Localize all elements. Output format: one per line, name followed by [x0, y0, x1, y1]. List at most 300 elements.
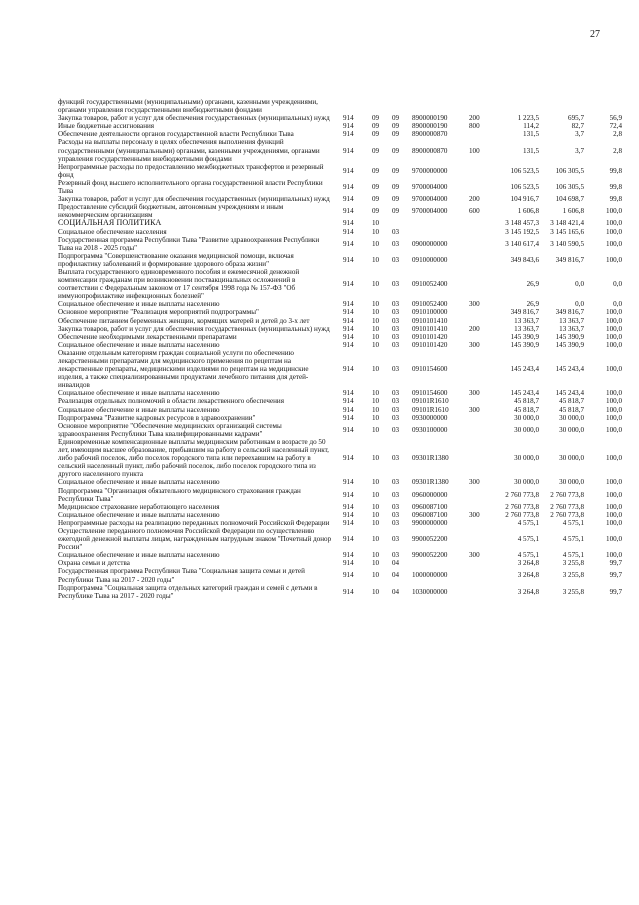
section-code: 10 [372, 535, 380, 544]
execution-percent: 100,0 [606, 332, 622, 341]
expense-type-code [469, 252, 487, 268]
ministry-code: 914 [343, 405, 354, 414]
row-name: Непрограммные расходы по предоставлению межбюджетных трансфертов и резервный фонд [58, 162, 324, 179]
table-body [58, 98, 622, 600]
row-name: Осуществление переданного полномочия Российской Федерации по осуществлению ежегодной денежной выплаты лицам, награжденным нагрудным знаком "Почетный донор России" [58, 526, 332, 552]
row-name: Государственная программа Республики Тыва "Развитие здравоохранения Республики Тыва на 2018 - 2025 годы" [58, 235, 320, 252]
execution-percent: 100,0 [606, 510, 622, 519]
section-code: 10 [372, 239, 380, 248]
planned-amount: 3 145 192,5 [505, 227, 539, 236]
ministry-code: 914 [343, 122, 354, 131]
subsection-code: 03 [392, 535, 400, 544]
planned-amount: 3 264,8 [517, 587, 539, 596]
planned-amount: 30 000,0 [514, 454, 539, 463]
target-article-code: 8900000870 [412, 130, 448, 139]
target-article-code: 8900000190 [412, 122, 448, 131]
table-row [58, 503, 622, 511]
executed-amount: 145 243,4 [555, 389, 584, 398]
section-code [372, 98, 392, 114]
expense-type-code: 300 [469, 300, 480, 309]
row-name: Подпрограмма "Социальная защита отдельных категорий граждан и семей с детьми в Республике Тыва на 2017 - 2020 годы" [58, 583, 318, 600]
row-name: Социальное обеспечение и иные выплаты населению [58, 389, 220, 398]
section-code: 10 [372, 510, 380, 519]
subsection-code: 03 [392, 551, 400, 560]
executed-amount: 145 390,9 [555, 340, 584, 349]
execution-percent: 100,0 [606, 518, 622, 527]
executed-amount: 2 760 773,8 [550, 490, 584, 499]
page-number: 27 [590, 29, 600, 40]
target-article-code: 09101R1610 [412, 405, 449, 414]
subsection-code: 03 [392, 413, 400, 422]
target-article-code: 0930000000 [412, 413, 448, 422]
table-row [58, 487, 622, 503]
section-code: 09 [372, 182, 380, 191]
table-row [58, 397, 622, 405]
row-name: Расходы на выплаты персоналу в целях обеспечения выполнения функций государственными (муниципальными) органами, казенными учреждениями, органами управления государственными внебюджетными фондами [58, 138, 320, 163]
execution-percent: 99,7 [609, 559, 622, 568]
section-code: 10 [372, 413, 380, 422]
ministry-code: 914 [343, 587, 354, 596]
ministry-code: 914 [343, 255, 354, 264]
planned-amount: 3 148 457,3 [505, 219, 539, 228]
execution-percent: 100,0 [606, 535, 622, 544]
section-code: 10 [372, 332, 380, 341]
planned-amount: 30 000,0 [514, 478, 539, 487]
planned-amount: 349 816,7 [510, 308, 539, 317]
target-article-code: 9700004000 [412, 207, 448, 216]
planned-amount: 2 760 773,8 [505, 510, 539, 519]
expense-type-code: 100 [469, 146, 480, 155]
execution-percent [584, 98, 622, 114]
section-code: 10 [372, 490, 380, 499]
target-article-code: 0930100000 [412, 425, 448, 434]
target-article-code: 09301R1380 [412, 454, 449, 463]
execution-percent: 0,0 [613, 300, 622, 309]
execution-percent: 56,9 [609, 114, 622, 123]
expense-type-code [469, 317, 487, 325]
expense-type-code [469, 98, 487, 114]
expense-type-code [469, 349, 487, 389]
planned-amount: 1 606,8 [517, 207, 539, 216]
section-code: 09 [372, 207, 380, 216]
ministry-code: 914 [343, 280, 354, 289]
executed-amount: 30 000,0 [559, 454, 584, 463]
expense-type-code: 300 [469, 340, 480, 349]
execution-percent: 2,8 [613, 130, 622, 139]
subsection-code: 09 [392, 182, 400, 191]
ministry-code: 914 [343, 182, 354, 191]
row-name: Обеспечение необходимыми лекарственными препаратами [58, 332, 237, 341]
expense-type-code [469, 487, 487, 503]
executed-amount: 4 575,1 [562, 551, 584, 560]
row-name: Социальное обеспечение и иные выплаты населению [58, 510, 220, 519]
table-row [58, 268, 622, 300]
execution-percent: 100,0 [606, 324, 622, 333]
section-code: 10 [372, 389, 380, 398]
executed-amount: 106 305,5 [555, 182, 584, 191]
subsection-code: 03 [392, 454, 400, 463]
subsection-code: 03 [392, 239, 400, 248]
execution-percent: 99,8 [609, 195, 622, 204]
row-name: Социальное обеспечение и иные выплаты населению [58, 340, 220, 349]
table-row [58, 349, 622, 389]
table-row [58, 438, 622, 478]
planned-amount: 2 760 773,8 [505, 502, 539, 511]
executed-amount: 45 818,7 [559, 405, 584, 414]
ministry-code: 914 [343, 535, 354, 544]
row-name: Закупка товаров, работ и услуг для обеспечения государственных (муниципальных) нужд [58, 195, 330, 204]
target-article-code: 0910101410 [412, 324, 448, 333]
execution-percent: 99,8 [609, 166, 622, 175]
execution-percent: 100,0 [606, 239, 622, 248]
ministry-code: 914 [343, 332, 354, 341]
row-name: Медицинское страхование неработающего населения [58, 502, 220, 511]
table-row [58, 511, 622, 519]
expense-type-code: 200 [469, 324, 480, 333]
expense-type-code [469, 228, 487, 236]
expense-type-code [469, 519, 487, 527]
section-code: 10 [372, 324, 380, 333]
subsection-code: 03 [392, 324, 400, 333]
target-article-code: 0960087100 [412, 510, 448, 519]
ministry-code: 914 [343, 114, 354, 123]
subsection-code: 09 [392, 146, 400, 155]
planned-amount: 2 760 773,8 [505, 490, 539, 499]
target-article-code [412, 228, 469, 236]
row-name: Социальное обеспечение и иные выплаты населению [58, 478, 220, 487]
executed-amount: 349 816,7 [555, 255, 584, 264]
section-code: 10 [372, 502, 380, 511]
planned-amount: 13 363,7 [514, 316, 539, 325]
section-code: 10 [372, 478, 380, 487]
planned-amount: 114,2 [523, 122, 539, 131]
section-code: 09 [372, 122, 380, 131]
planned-amount: 4 575,1 [517, 551, 539, 560]
execution-percent: 100,0 [606, 219, 622, 228]
table-row [58, 559, 622, 567]
ministry-code: 914 [343, 559, 354, 568]
row-name: функций государственными (муниципальными) органами, казенными учреждениями, органами управления государственными внебюджетными фондами [58, 98, 318, 115]
executed-amount: 3 255,8 [562, 559, 584, 568]
row-name: Обеспечение питанием беременных женщин, кормящих матерей и детей до 3-х лет [58, 316, 310, 325]
expense-type-code [469, 397, 487, 405]
executed-amount: 4 575,1 [562, 518, 584, 527]
subsection-code: 09 [392, 207, 400, 216]
execution-percent: 100,0 [606, 425, 622, 434]
planned-amount: 145 243,4 [510, 389, 539, 398]
expense-type-code: 300 [469, 478, 480, 487]
ministry-code: 914 [343, 207, 354, 216]
ministry-code: 914 [343, 195, 354, 204]
subsection-code: 09 [392, 122, 400, 131]
executed-amount: 30 000,0 [559, 478, 584, 487]
subsection-code: 03 [392, 227, 400, 236]
planned-amount: 4 575,1 [517, 535, 539, 544]
target-article-code: 9700004000 [412, 182, 448, 191]
target-article-code: 0910101420 [412, 340, 448, 349]
target-article-code: 0910000000 [412, 255, 448, 264]
subsection-code: 03 [392, 389, 400, 398]
row-name: Единовременные компенсационные выплаты медицинским работникам в возрасте до 50 лет, имеющим высшее образование, прибывшим на работу в сельский населенный пункт, либо рабочий поселок, либо поселок городского типа или переехавшим на работу в сельский населенный пункт, либо рабочий поселок, либо поселок городского типа из другого населенного пункта [58, 437, 329, 479]
executed-amount: 695,7 [568, 114, 584, 123]
expense-type-code [469, 438, 487, 478]
target-article-code: 8900000190 [412, 114, 448, 123]
table-row [58, 551, 622, 559]
executed-amount: 2 760 773,8 [550, 502, 584, 511]
subsection-code: 03 [392, 332, 400, 341]
planned-amount: 104 916,7 [510, 195, 539, 204]
target-article-code: 9700000000 [412, 166, 448, 175]
executed-amount: 3 140 590,5 [550, 239, 584, 248]
subsection-code: 09 [392, 114, 400, 123]
planned-amount: 26,9 [526, 280, 539, 289]
planned-amount: 131,5 [523, 130, 539, 139]
executed-amount: 106 305,5 [555, 166, 584, 175]
table-row [58, 389, 622, 397]
section-code: 10 [372, 571, 380, 580]
ministry-code: 914 [343, 571, 354, 580]
table-row [58, 333, 622, 341]
target-article-code: 0910154600 [412, 365, 448, 374]
planned-amount: 3 264,8 [517, 571, 539, 580]
execution-percent: 99,8 [609, 182, 622, 191]
row-name: Охрана семьи и детства [58, 559, 130, 568]
row-name: Социальное обеспечение и иные выплаты населению [58, 551, 220, 560]
row-name: Подпрограмма "Развитие кадровых ресурсов в здравоохранении" [58, 413, 256, 422]
expense-type-code [469, 414, 487, 422]
ministry-code: 914 [343, 130, 354, 139]
target-article-code: 09101R1610 [412, 397, 449, 406]
target-article-code: 0910052400 [412, 280, 448, 289]
expense-type-code: 200 [469, 114, 480, 123]
section-code: 10 [372, 227, 380, 236]
executed-amount: 349 816,7 [555, 308, 584, 317]
ministry-code: 914 [343, 316, 354, 325]
table-row [58, 163, 622, 179]
section-code: 09 [372, 195, 380, 204]
ministry-code: 914 [343, 308, 354, 317]
subsection-code: 03 [392, 397, 400, 406]
table-row [58, 341, 622, 349]
table-row [58, 567, 622, 583]
table-row [58, 308, 622, 316]
row-name: Подпрограмма "Организация обязательного медицинского страхования граждан Республики Тыва" [58, 486, 301, 503]
expense-type-code [469, 308, 487, 316]
table-row [58, 325, 622, 333]
subsection-code: 03 [392, 365, 400, 374]
planned-amount: 349 843,6 [510, 255, 539, 264]
subsection-code: 03 [392, 518, 400, 527]
execution-percent: 100,0 [606, 490, 622, 499]
subsection-code: 09 [392, 130, 400, 139]
execution-percent: 100,0 [606, 478, 622, 487]
ministry-code: 914 [343, 166, 354, 175]
subsection-code: 03 [392, 316, 400, 325]
planned-amount: 145 390,9 [510, 332, 539, 341]
row-name: Основное мероприятие "Обеспечение медицинских организаций системы здравоохранения Республики Тыва квалифицированными кадрами" [58, 421, 282, 438]
table-row [58, 300, 622, 308]
table-row [58, 122, 622, 130]
ministry-code: 914 [343, 324, 354, 333]
subsection-code: 03 [392, 255, 400, 264]
ministry-code: 914 [343, 389, 354, 398]
row-name: Социальное обеспечение населения [58, 227, 167, 236]
ministry-code: 914 [343, 146, 354, 155]
section-code: 10 [372, 587, 380, 596]
execution-percent: 100,0 [606, 551, 622, 560]
section-code: 09 [372, 146, 380, 155]
subsection-code: 04 [392, 559, 400, 568]
section-code: 10 [372, 405, 380, 414]
ministry-code: 914 [343, 478, 354, 487]
target-article-code: 0910101420 [412, 332, 448, 341]
row-name: Социальное обеспечение и иные выплаты населению [58, 405, 220, 414]
planned-amount: 30 000,0 [514, 425, 539, 434]
execution-percent: 100,0 [606, 502, 622, 511]
execution-percent: 0,0 [613, 280, 622, 289]
target-article-code: 0910101410 [412, 316, 448, 325]
section-code: 10 [372, 340, 380, 349]
section-code: 10 [372, 425, 380, 434]
ministry-code: 914 [343, 239, 354, 248]
table-row [58, 252, 622, 268]
table-row [58, 98, 622, 114]
execution-percent: 100,0 [606, 405, 622, 414]
row-name: Подпрограмма "Совершенствование оказания медицинской помощи, включая профилактику заболеваний и формирование здорового образа жизни" [58, 251, 294, 268]
expense-type-code: 300 [469, 510, 480, 519]
target-article-code: 0910154600 [412, 389, 448, 398]
ministry-code: 914 [343, 454, 354, 463]
planned-amount: 26,9 [526, 300, 539, 309]
expense-type-code [469, 567, 487, 583]
subsection-code: 03 [392, 280, 400, 289]
ministry-code: 914 [343, 219, 354, 228]
target-article-code [412, 219, 469, 227]
planned-amount: 3 140 617,4 [505, 239, 539, 248]
planned-amount: 106 523,5 [510, 182, 539, 191]
ministry-code: 914 [343, 551, 354, 560]
executed-amount: 0,0 [575, 280, 584, 289]
row-name: Оказание отдельным категориям граждан социальной услуги по обеспечению лекарственными препаратами для медицинского применения по рецептам на лекарственные препараты, медицинскими изделиями по рецептам на медицинские изделия, а также специализированными продуктами лечебного питания для детей-инвалидов [58, 348, 309, 390]
row-name: Предоставление субсидий бюджетным, автономным учреждениям и иным некоммерческим организациям [58, 203, 284, 220]
planned-amount: 4 575,1 [517, 518, 539, 527]
target-article-code: 1030000000 [412, 587, 448, 596]
execution-percent: 100,0 [606, 397, 622, 406]
subsection-code: 03 [392, 502, 400, 511]
expense-type-code: 800 [469, 122, 480, 131]
section-code: 10 [372, 280, 380, 289]
target-article-code: 0960087100 [412, 502, 448, 511]
expense-type-code: 600 [469, 207, 480, 216]
execution-percent: 100,0 [606, 255, 622, 264]
section-code: 10 [372, 255, 380, 264]
ministry-code: 914 [343, 300, 354, 309]
subsection-code: 03 [392, 405, 400, 414]
executed-amount: 2 760 773,8 [550, 510, 584, 519]
table-row [58, 195, 622, 203]
executed-amount: 0,0 [575, 300, 584, 309]
subsection-code: 04 [392, 587, 400, 596]
execution-percent: 99,7 [609, 587, 622, 596]
table-row [58, 179, 622, 195]
planned-amount: 131,5 [523, 146, 539, 155]
target-article-code: 1000000000 [412, 571, 448, 580]
expense-type-code [469, 179, 487, 195]
executed-amount: 1 606,8 [562, 207, 584, 216]
planned-amount: 45 818,7 [514, 397, 539, 406]
subsection-code [392, 219, 412, 227]
expense-type-code: 300 [469, 551, 480, 560]
execution-percent: 72,4 [609, 122, 622, 131]
executed-amount: 145 243,4 [555, 365, 584, 374]
expense-type-code: 200 [469, 195, 480, 204]
ministry-code: 914 [343, 510, 354, 519]
executed-amount: 104 698,7 [555, 195, 584, 204]
execution-percent: 100,0 [606, 207, 622, 216]
table-row [58, 527, 622, 551]
row-name: Реализация отдельных полномочий в области лекарственного обеспечения [58, 397, 284, 406]
target-article-code: 0960000000 [412, 490, 448, 499]
executed-amount: 3 255,8 [562, 587, 584, 596]
table-row [58, 317, 622, 325]
executed-amount: 3,7 [575, 146, 584, 155]
subsection-code: 09 [392, 195, 400, 204]
section-code: 10 [372, 454, 380, 463]
section-code: 10 [372, 300, 380, 309]
ministry-code: 914 [343, 490, 354, 499]
table-row [58, 130, 622, 138]
row-name: Обеспечение деятельности органов государственной власти Республики Тыва [58, 130, 294, 139]
row-name: Выплата государственного единовременного пособия и ежемесячной денежной компенсации гражданам при возникновении поствакцинальных осложнений в соответствии с Федеральным законом от 17 сентября 1998 года № 157-ФЗ "Об иммунопрофилактике инфекционных болезней" [58, 267, 300, 301]
subsection-code: 04 [392, 571, 400, 580]
table-row [58, 228, 622, 236]
executed-amount: 30 000,0 [559, 425, 584, 434]
table-row [58, 414, 622, 422]
planned-amount: 13 363,7 [514, 324, 539, 333]
target-article-code: 0910100000 [412, 308, 448, 317]
execution-percent: 2,8 [613, 146, 622, 155]
execution-percent: 100,0 [606, 227, 622, 236]
planned-amount [487, 98, 539, 114]
executed-amount: 45 818,7 [559, 397, 584, 406]
target-article-code: 0910052400 [412, 300, 448, 309]
section-code: 10 [372, 551, 380, 560]
ministry-code: 914 [343, 365, 354, 374]
expense-type-code [469, 219, 487, 227]
ministry-code: 914 [343, 425, 354, 434]
target-article-code: 0900000000 [412, 239, 448, 248]
target-article-code: 8900000870 [412, 146, 448, 155]
execution-percent: 100,0 [606, 308, 622, 317]
expense-type-code [469, 584, 487, 600]
ministry-code: 914 [343, 518, 354, 527]
table-row [58, 114, 622, 122]
planned-amount: 30 000,0 [514, 413, 539, 422]
target-article-code: 9900052200 [412, 535, 448, 544]
execution-percent: 100,0 [606, 316, 622, 325]
expense-type-code [469, 527, 487, 551]
execution-percent: 100,0 [606, 340, 622, 349]
subsection-code: 03 [392, 300, 400, 309]
subsection-code: 09 [392, 166, 400, 175]
ministry-code: 914 [343, 413, 354, 422]
row-name: Иные бюджетные ассигнования [58, 122, 155, 131]
execution-percent: 100,0 [606, 389, 622, 398]
table-row [58, 219, 622, 227]
target-article-code: 9900000000 [412, 518, 448, 527]
row-name: Закупка товаров, работ и услуг для обеспечения государственных (муниципальных) нужд [58, 324, 330, 333]
target-article-code: 9700004000 [412, 195, 448, 204]
